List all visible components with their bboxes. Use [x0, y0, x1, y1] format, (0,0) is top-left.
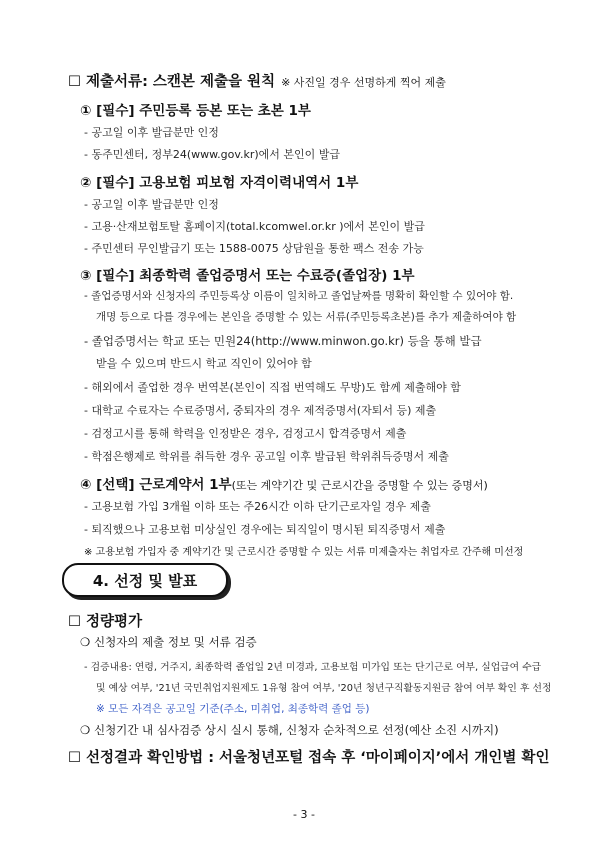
item-4-bullet: - 퇴직했으나 고용보험 미상실인 경우에는 퇴직일이 명시된 퇴직증명서 제출	[84, 523, 446, 536]
section-title: 4. 선정 및 발표	[92, 572, 198, 590]
result-check-heading: ☐ 선정결과 확인방법 : 서울청년포털 접속 후 ‘마이페이지’에서 개인별 확인	[68, 750, 550, 766]
item-2-bullet: - 고용·산재보험토탈 홈페이지(total.kcomwel.or.kr )에서 본인이 발급	[84, 220, 425, 233]
quant-eval-heading: ☐ 정량평가	[68, 614, 143, 630]
quant-eval-detail-cont: 및 예상 여부, '21년 국민취업지원제도 1유형 참여 여부, '20년 청년구직활동지원금 참여 여부 확인 후 선정	[96, 683, 552, 694]
item-3-bullet-cont: 개명 등으로 다를 경우에는 본인을 증명할 수 있는 서류(주민등록초본)를 추가 제출하여야 함	[96, 311, 517, 323]
quant-eval-point: ❍ 신청자의 제출 정보 및 서류 검증	[80, 635, 257, 649]
item-3-bullet: - 학점은행제로 학위를 취득한 경우 공고일 이후 발급된 학위취득증명서 제출	[84, 450, 449, 463]
item-4-note: ※ 고용보험 가입자 중 계약기간 및 근로시간 증명할 수 있는 서류 미제출자는 취업자로 간주해 미선정	[84, 547, 524, 558]
page-number: - 3 -	[293, 808, 315, 821]
item-3-bullet: - 검정고시를 통해 학력을 인정받은 경우, 검정고시 합격증명서 제출	[84, 427, 407, 440]
item-3-bullet-cont: 받을 수 있으며 반드시 학교 직인이 있어야 함	[96, 357, 312, 370]
item-4-bullet: - 고용보험 가입 3개월 이하 또는 주26시간 이하 단기근로자일 경우 제출	[84, 500, 431, 513]
item-3-bullet: - 졸업증명서는 학교 또는 민원24(http://www.minwon.go.kr) 등을 통해 발급	[84, 334, 482, 348]
item-3-bullet: - 해외에서 졸업한 경우 번역본(본인이 직접 번역해도 무방)도 함께 제출해야 함	[84, 381, 461, 394]
item-2-bullet: - 공고일 이후 발급분만 인정	[84, 198, 219, 211]
item-2-title: ② [필수] 고용보험 피보험 자격이력내역서 1부	[80, 175, 359, 191]
item-2-bullet: - 주민센터 무인발급기 또는 1588-0075 상담원을 통한 팩스 전송 가능	[84, 242, 424, 255]
item-4-title: ④ [선택] 근로계약서 1부(또는 계약기간 및 근로시간을 증명할 수 있는 증명서)	[80, 477, 488, 493]
item-3-bullet: - 졸업증명서와 신청자의 주민등록상 이름이 일치하고 졸업날짜를 명확히 확인할 수 있어야 함.	[84, 290, 514, 302]
quant-eval-note: ※ 모든 자격은 공고일 기준(주소, 미취업, 최종학력 졸업 등)	[96, 703, 370, 715]
item-1-bullet: - 공고일 이후 발급분만 인정	[84, 126, 219, 139]
item-3-title: ③ [필수] 최종학력 졸업증명서 또는 수료증(졸업장) 1부	[80, 268, 415, 284]
section-title-box	[62, 563, 228, 597]
quant-eval-detail: - 검증내용: 연령, 거주지, 최종학력 졸업일 2년 미경과, 고용보험 미가입 또는 단기근로 여부, 실업급여 수급	[84, 662, 542, 673]
screening-point: ❍ 신청기간 내 심사검증 상시 실시 통해, 신청자 순차적으로 선정(예산 소진 시까지)	[80, 723, 499, 737]
section-heading-documents: ☐ 제출서류: 스캔본 제출을 원칙 ※ 사진일 경우 선명하게 찍어 제출	[68, 74, 446, 90]
item-3-bullet: - 대학교 수료자는 수료증명서, 중퇴자의 경우 제적증명서(자퇴서 등) 제출	[84, 404, 437, 417]
item-1-title: ① [필수] 주민등록 등본 또는 초본 1부	[80, 103, 311, 119]
item-1-bullet: - 동주민센터, 정부24(www.gov.kr)에서 본인이 발급	[84, 148, 341, 161]
